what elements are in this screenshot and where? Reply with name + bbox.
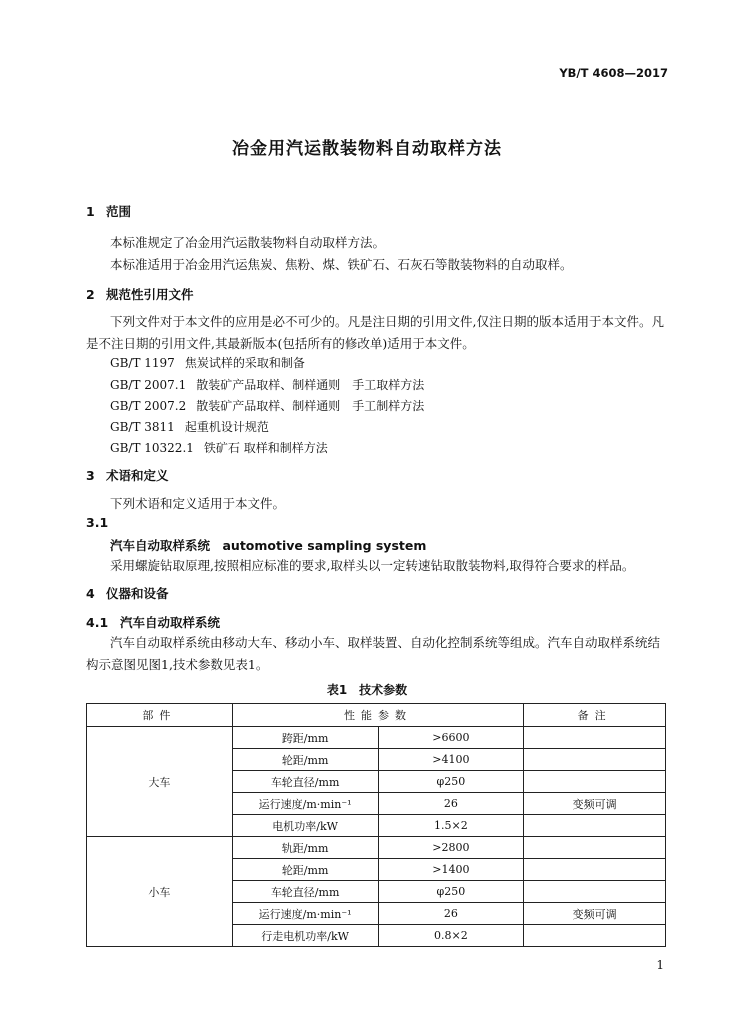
param-cell: 跨距/mm [232, 727, 378, 749]
note-cell: 变频可调 [524, 903, 666, 925]
note-cell: 变频可调 [524, 793, 666, 815]
reference-item [110, 397, 424, 414]
term-definition: 采用螺旋钻取原理,按照相应标准的要求,取样头以一定转速钻取散装物料,取得符合要求的样品。 [110, 558, 635, 573]
value-cell: 26 [378, 903, 524, 925]
table-caption: 表1 技术参数 [326, 683, 408, 697]
clause-title: 汽车自动取样系统 [120, 615, 221, 630]
part-cell: 小车 [87, 837, 233, 947]
section-number: 3 [86, 468, 95, 483]
document-title: 冶金用汽运散装物料自动取样方法 [232, 139, 502, 159]
note-cell [524, 837, 666, 859]
param-cell: 轨距/mm [232, 837, 378, 859]
section-number: 4 [86, 586, 95, 601]
table-row [87, 727, 666, 749]
paragraph: 汽车自动取样系统由移动大车、移动小车、取样装置、自动化控制系统等组成。汽车自动取样系统结构示意图见图1,技术参数见表1。 [86, 635, 661, 672]
header-part: 部件 [87, 704, 233, 727]
reference-code: GB/T 3811 [110, 420, 175, 434]
section-1-heading [86, 202, 131, 220]
technical-parameters-table [86, 703, 666, 947]
reference-code: GB/T 2007.2 [110, 399, 187, 413]
note-cell [524, 749, 666, 771]
reference-item [110, 439, 328, 456]
section-2-heading [86, 285, 194, 303]
value-cell: φ250 [378, 771, 524, 793]
reference-title: 散装矿产品取样、制样通则 手工取样方法 [196, 378, 425, 392]
clause-3-1-number: 3.1 [86, 515, 109, 530]
param-cell: 电机功率/kW [232, 815, 378, 837]
value-cell: >1400 [378, 859, 524, 881]
value-cell: >6600 [378, 727, 524, 749]
reference-code: GB/T 10322.1 [110, 441, 194, 455]
section-title: 仪器和设备 [106, 586, 169, 601]
reference-title: 散装矿产品取样、制样通则 手工制样方法 [196, 399, 425, 413]
section-title: 术语和定义 [106, 468, 169, 483]
header-note: 备注 [524, 704, 666, 727]
param-cell: 行走电机功率/kW [232, 925, 378, 947]
param-cell: 车轮直径/mm [232, 771, 378, 793]
clause-4-1-heading [86, 613, 220, 631]
page-number: 1 [656, 958, 664, 972]
section-4-heading [86, 584, 169, 602]
section-number: 2 [86, 287, 95, 302]
reference-code: GB/T 2007.1 [110, 378, 187, 392]
part-cell: 大车 [87, 727, 233, 837]
paragraph: 本标准适用于冶金用汽运焦炭、焦粉、煤、铁矿石、石灰石等散装物料的自动取样。 [110, 257, 573, 272]
table-row [87, 837, 666, 859]
value-cell: φ250 [378, 881, 524, 903]
note-cell [524, 727, 666, 749]
section-3-heading [86, 466, 169, 484]
table-header-row [87, 704, 666, 727]
param-cell: 车轮直径/mm [232, 881, 378, 903]
value-cell: 26 [378, 793, 524, 815]
reference-title: 铁矿石 取样和制样方法 [203, 441, 328, 455]
standard-number: YB/T 4608—2017 [559, 66, 668, 80]
param-cell: 运行速度/m·min⁻¹ [232, 903, 378, 925]
reference-item [110, 376, 424, 393]
clause-number: 4.1 [86, 615, 109, 630]
note-cell [524, 771, 666, 793]
note-cell [524, 881, 666, 903]
reference-title: 焦炭试样的采取和制备 [184, 356, 305, 370]
term-heading: 汽车自动取样系统 automotive sampling system [110, 538, 427, 553]
note-cell [524, 859, 666, 881]
header-params: 性能参数 [232, 704, 524, 727]
param-cell: 轮距/mm [232, 859, 378, 881]
paragraph: 下列文件对于本文件的应用是必不可少的。凡是注日期的引用文件,仅注日期的版本适用于本文件。凡是不注日期的引用文件,其最新版本(包括所有的修改单)适用于本文件。 [86, 314, 664, 351]
reference-code: GB/T 1197 [110, 356, 175, 370]
value-cell: 0.8×2 [378, 925, 524, 947]
note-cell [524, 815, 666, 837]
value-cell: 1.5×2 [378, 815, 524, 837]
reference-item [110, 354, 305, 371]
value-cell: >2800 [378, 837, 524, 859]
section-title: 范围 [106, 204, 132, 219]
note-cell [524, 925, 666, 947]
reference-title: 起重机设计规范 [184, 420, 269, 434]
paragraph: 本标准规定了冶金用汽运散装物料自动取样方法。 [110, 235, 386, 250]
value-cell: >4100 [378, 749, 524, 771]
param-cell: 轮距/mm [232, 749, 378, 771]
section-number: 1 [86, 204, 95, 219]
reference-item [110, 418, 269, 435]
param-cell: 运行速度/m·min⁻¹ [232, 793, 378, 815]
paragraph: 下列术语和定义适用于本文件。 [110, 496, 286, 511]
section-title: 规范性引用文件 [106, 287, 194, 302]
